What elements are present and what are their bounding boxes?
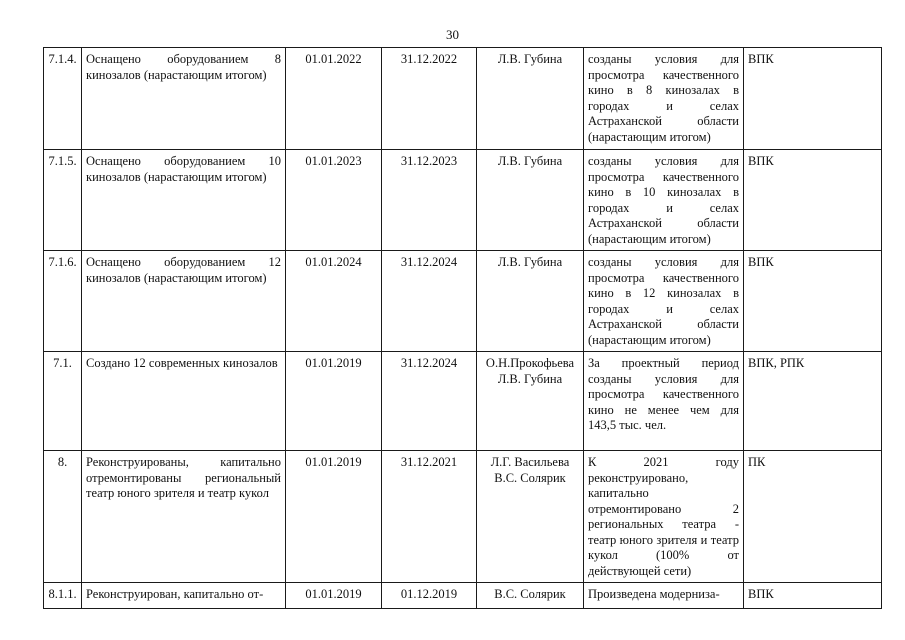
responsible-person: Л.В. Губина xyxy=(497,255,563,269)
item-name: Создано 12 современных кинозалов xyxy=(82,352,286,451)
item-number: 7.1.4. xyxy=(44,48,82,150)
item-number: 7.1. xyxy=(44,352,82,451)
plan-table xyxy=(43,47,882,609)
table-row xyxy=(44,352,882,451)
result-cell: созданы условия для просмотра качественного кино в 8 кинозалах в городах и селах Астраханской области (нарастающим итогом) xyxy=(584,48,744,150)
responsible-person: Л.В. Губина xyxy=(497,52,563,66)
document-type: ПК xyxy=(744,451,882,583)
responsible-cell xyxy=(477,150,584,251)
item-number: 8. xyxy=(44,451,82,583)
end-date: 31.12.2021 xyxy=(382,451,477,583)
item-name: Реконструированы, капитально отремонтированы региональный театр юного зрителя и театр кукол xyxy=(82,451,286,583)
responsible-cell xyxy=(477,48,584,150)
item-name: Оснащено оборудованием 12 кинозалов (нарастающим итогом) xyxy=(82,251,286,352)
item-name: Оснащено оборудованием 10 кинозалов (нарастающим итогом) xyxy=(82,150,286,251)
responsible-person: В.С. Солярик xyxy=(494,587,566,601)
responsible-cell xyxy=(477,451,584,583)
document-type: ВПК xyxy=(744,150,882,251)
result-cell: К 2021 году реконструировано, капитально отремонтировано 2 региональных театра - театр юного зрителя и театр кукол (100% от действующей сети) xyxy=(584,451,744,583)
end-date: 31.12.2023 xyxy=(382,150,477,251)
responsible-cell xyxy=(477,251,584,352)
responsible-cell xyxy=(477,583,584,609)
table-row xyxy=(44,251,882,352)
document-type: ВПК xyxy=(744,583,882,609)
document-type: ВПК xyxy=(744,251,882,352)
item-number: 7.1.6. xyxy=(44,251,82,352)
item-number: 8.1.1. xyxy=(44,583,82,609)
page-number: 30 xyxy=(446,27,459,42)
responsible-person: Л.В. Губина xyxy=(497,371,563,386)
item-name: Реконструирован, капитально от- xyxy=(82,583,286,609)
end-date: 31.12.2024 xyxy=(382,352,477,451)
document-type: ВПК xyxy=(744,48,882,150)
table-row xyxy=(44,451,882,583)
result-cell: Произведена модерниза- xyxy=(584,583,744,609)
document-type: ВПК, РПК xyxy=(744,352,882,451)
item-name: Оснащено оборудованием 8 кинозалов (нарастающим итогом) xyxy=(82,48,286,150)
item-number: 7.1.5. xyxy=(44,150,82,251)
responsible-person: Л.Г. Васильева xyxy=(490,455,570,469)
start-date: 01.01.2019 xyxy=(286,451,382,583)
table-row xyxy=(44,583,882,609)
responsible-person: О.Н.Прокофьева xyxy=(485,356,575,370)
end-date: 31.12.2022 xyxy=(382,48,477,150)
table-row xyxy=(44,48,882,150)
result-cell: За проектный период созданы условия для просмотра качественного кино не менее чем для 143,5 тыс. чел. xyxy=(584,352,744,451)
start-date: 01.01.2022 xyxy=(286,48,382,150)
result-cell: созданы условия для просмотра качественного кино в 12 кинозалах в городах и селах Астраханской области (нарастающим итогом) xyxy=(584,251,744,352)
responsible-person: В.С. Солярик xyxy=(494,470,566,485)
end-date: 31.12.2024 xyxy=(382,251,477,352)
table-row xyxy=(44,150,882,251)
responsible-cell xyxy=(477,352,584,451)
start-date: 01.01.2019 xyxy=(286,583,382,609)
end-date: 01.12.2019 xyxy=(382,583,477,609)
start-date: 01.01.2019 xyxy=(286,352,382,451)
responsible-person: Л.В. Губина xyxy=(497,154,563,168)
start-date: 01.01.2024 xyxy=(286,251,382,352)
start-date: 01.01.2023 xyxy=(286,150,382,251)
result-cell: созданы условия для просмотра качественного кино в 10 кинозалах в городах и селах Астраханской области (нарастающим итогом) xyxy=(584,150,744,251)
